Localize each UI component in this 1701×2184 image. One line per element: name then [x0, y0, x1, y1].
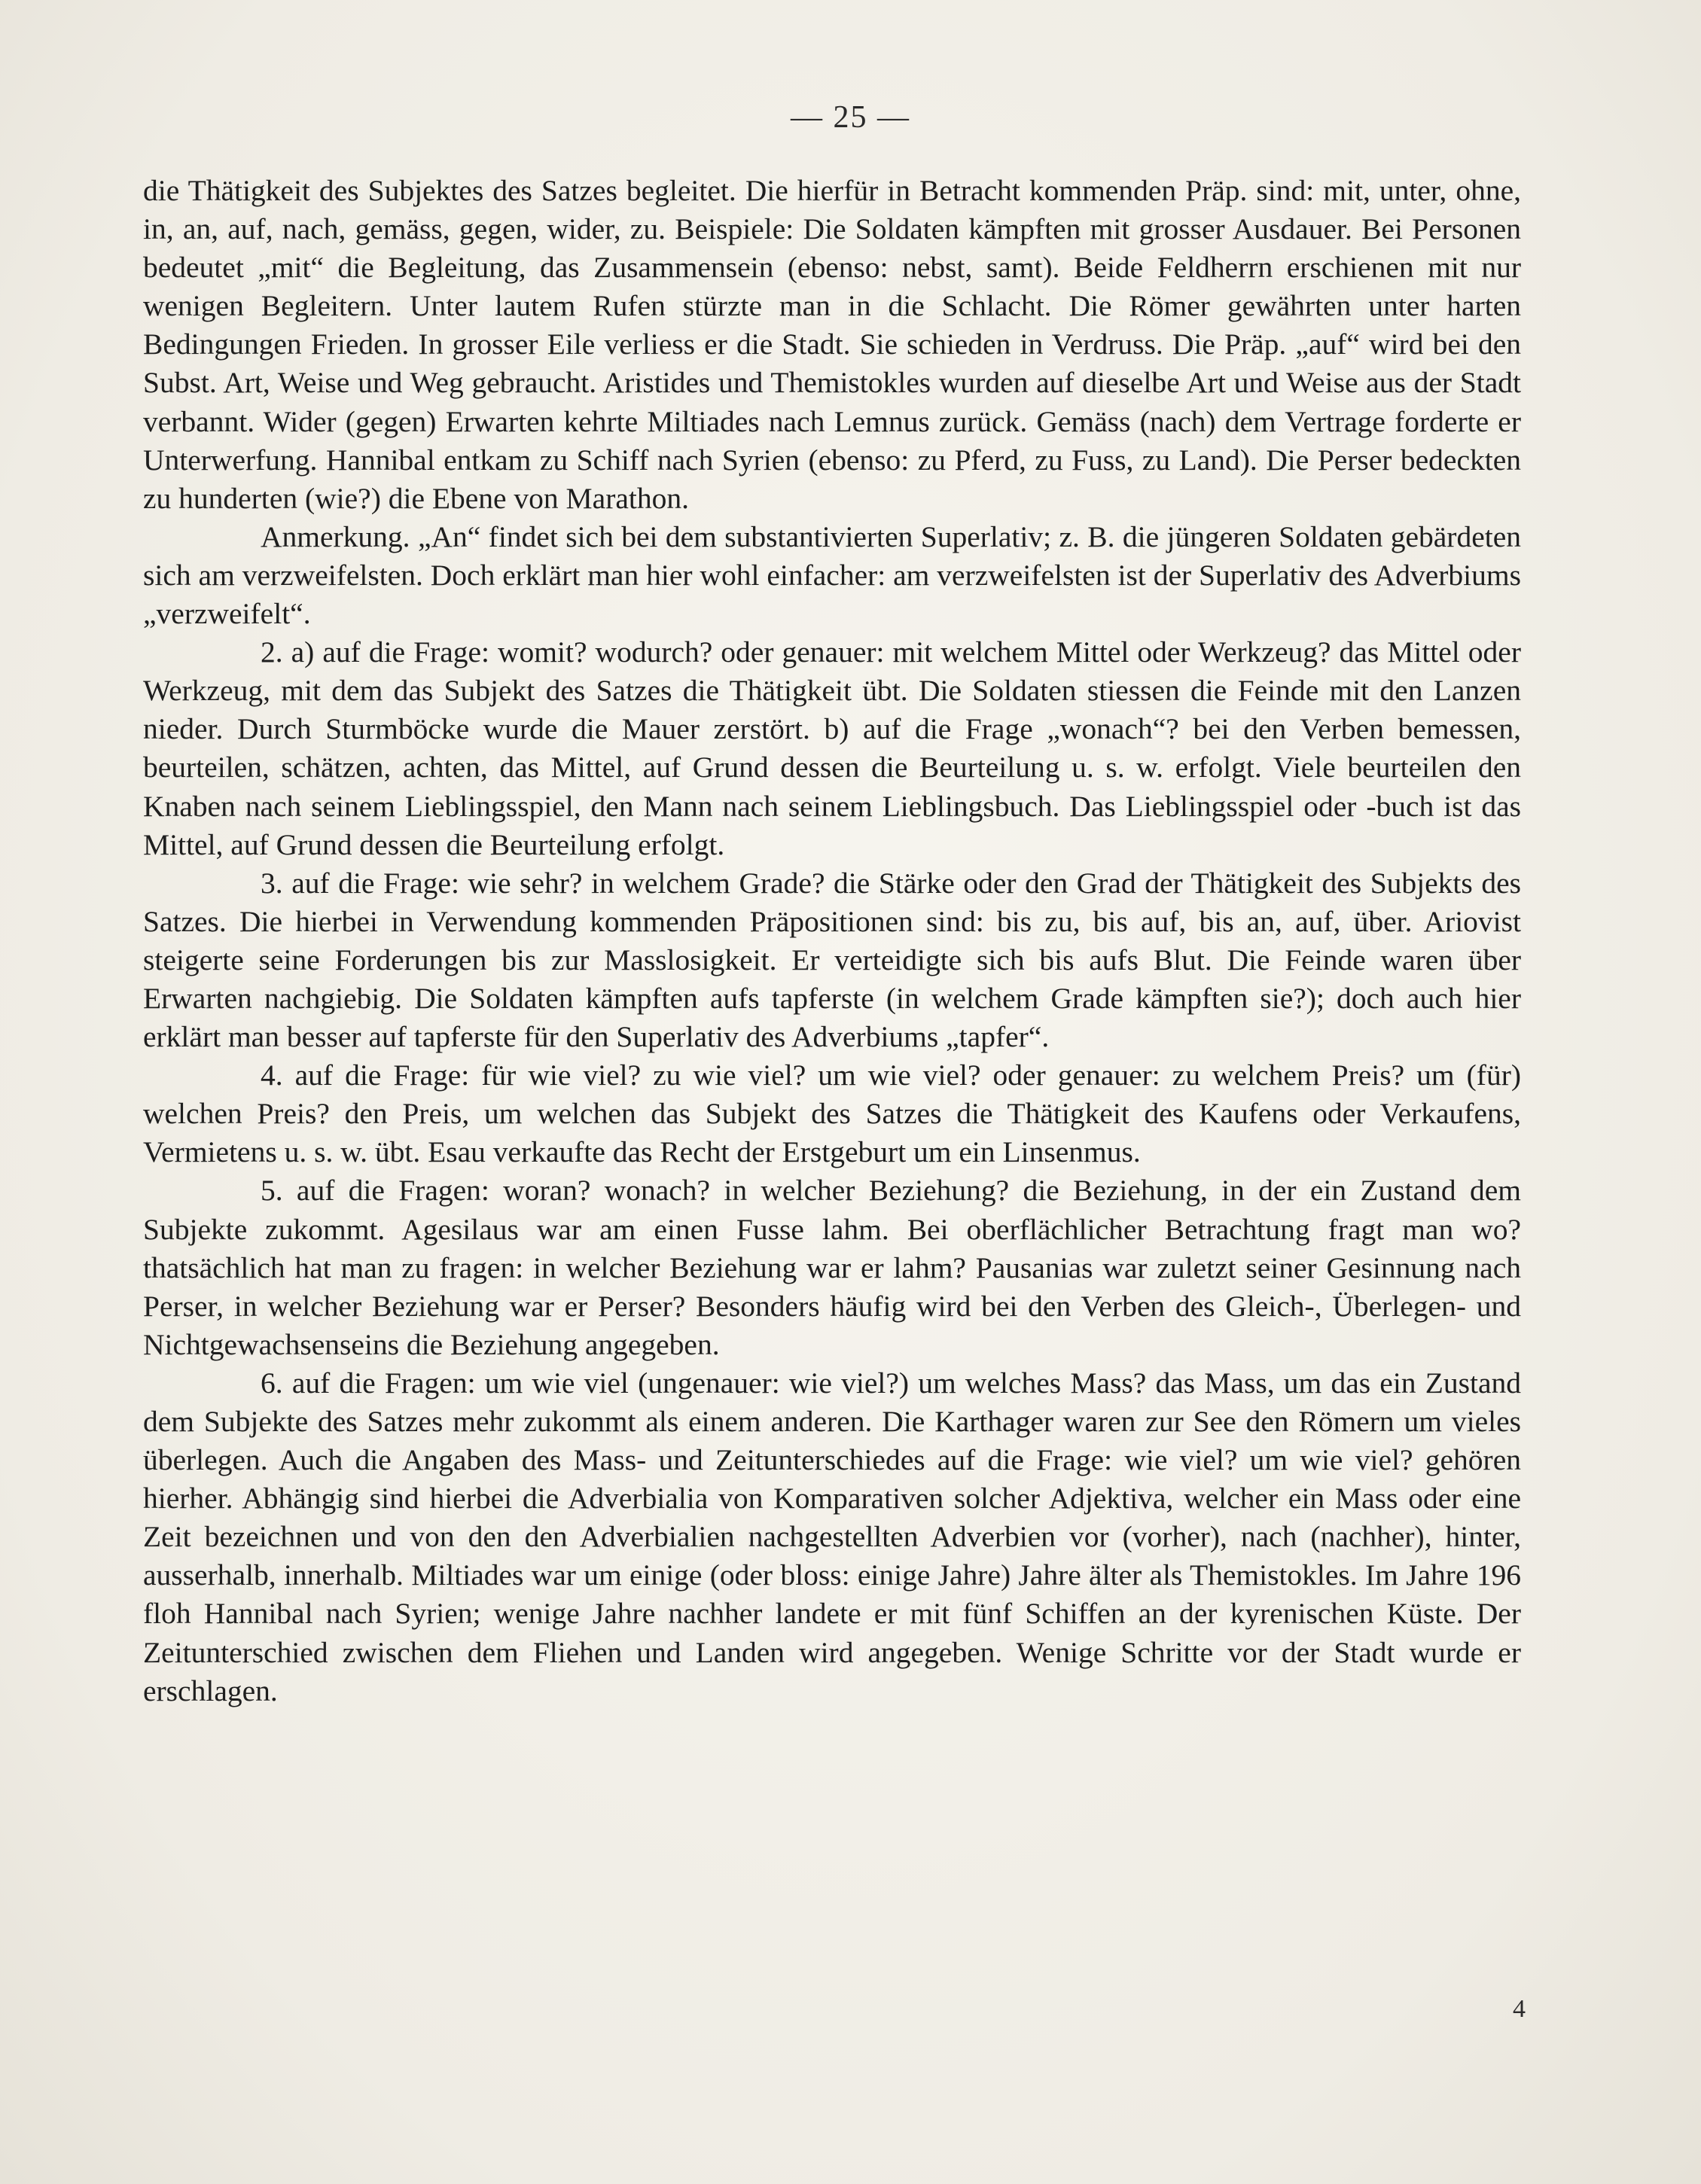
page-number: — 25 —	[791, 100, 910, 135]
paragraph-continuation: die Thätigkeit des Subjektes des Satzes begleitet. Die hierfür in Betracht kommenden Präp. sind: mit, unter, ohne, in, an, auf, nach, gemäss, gegen, wider, zu. Beispiele: Die Soldaten kämpften mit grosser Ausdauer. Bei Personen bedeutet „mit“ die Begleitung, das Zusammensein (ebenso: nebst, samt). Beide Feldherrn erschienen mit nur wenigen Begleitern. Unter lautem Rufen stürzte man in die Schlacht. Die Römer gewährten unter harten Bedingungen Frieden. In grosser Eile verliess er die Stadt. Sie schieden in Verdruss. Die Präp. „auf“ wird bei den Subst. Art, Weise und Weg gebraucht. Aristides und Themistokles wurden auf dieselbe Art und Weise aus der Stadt verbannt. Wider (gegen) Erwarten kehrte Miltiades nach Lemnus zurück. Gemäss (nach) dem Vertrage forderte er Unterwerfung. Hannibal entkam zu Schiff nach Syrien (ebenso: zu Pferd, zu Fuss, zu Land). Die Perser bedeckten zu hunderten (wie?) die Ebene von Marathon.	[143, 174, 1521, 515]
signature-mark: 4	[1513, 1995, 1526, 2023]
paragraph-anmerkung: Anmerkung. „An“ findet sich bei dem substantivierten Superlativ; z. B. die jüngeren Soldaten gebärdeten sich am verzweifelsten. Doch erklärt man hier wohl einfacher: am verzweifelsten ist der Superlativ des Adverbiums „verzweifelt“.	[143, 519, 1521, 631]
paragraph-2: 2. a) auf die Frage: womit? wodurch? oder genauer: mit welchem Mittel oder Werkzeug? das Mittel oder Werkzeug, mit dem das Subjekt des Satzes die Thätigkeit übt. Die Soldaten stiessen die Feinde mit den Lanzen nieder. Durch Sturmböcke wurde die Mauer zerstört. b) auf die Frage „wonach“? bei den Verben bemessen, beurteilen, schätzen, achten, das Mittel, auf Grund dessen die Beurteilung u. s. w. erfolgt. Viele beurteilen den Knaben nach seinem Lieblingsspiel, den Mann nach seinem Lieblingsbuch. Das Lieblingsspiel oder -buch ist das Mittel, auf Grund dessen die Beurteilung erfolgt.	[143, 635, 1521, 861]
paragraph-3: 3. auf die Frage: wie sehr? in welchem Grade? die Stärke oder den Grad der Thätigkeit des Subjekts des Satzes. Die hierbei in Verwendung kommenden Präpositionen sind: bis zu, bis auf, bis an, auf, über. Ariovist steigerte seine Forderungen bis zur Masslosigkeit. Er verteidigte sich bis aufs Blut. Die Feinde waren über Erwarten nachgiebig. Die Soldaten kämpften aufs tapferste (in welchem Grade kämpften sie?); doch auch hier erklärt man besser auf tapferste für den Superlativ des Adverbiums „tapfer“.	[143, 866, 1521, 1054]
body-text	[143, 172, 1521, 1710]
paragraph-6: 6. auf die Fragen: um wie viel (ungenauer: wie viel?) um welches Mass? das Mass, um das ein Zustand dem Subjekte des Satzes mehr zukommt als einem anderen. Die Karthager waren zur See den Römern um vieles überlegen. Auch die Angaben des Mass- und Zeitunterschiedes auf die Frage: wie viel? um wie viel? gehören hierher. Abhängig sind hierbei die Adverbialia von Komparativen solcher Adjektiva, welcher ein Mass oder eine Zeit bezeichnen und von den den Adverbialien nachgestellten Adverbien vor (vorher), nach (nachher), hinter, ausserhalb, innerhalb. Miltiades war um einige (oder bloss: einige Jahre) Jahre älter als Themistokles. Im Jahre 196 floh Hannibal nach Syrien; wenige Jahre nachher landete er mit fünf Schiffen an der kyrenischen Küste. Der Zeitunterschied zwischen dem Fliehen und Landen wird angegeben. Wenige Schritte vor der Stadt wurde er erschlagen.	[143, 1366, 1521, 1707]
paragraph-4: 4. auf die Frage: für wie viel? zu wie viel? um wie viel? oder genauer: zu welchem Preis? um (für) welchen Preis? den Preis, um welchen das Subjekt des Satzes die Thätigkeit des Kaufens oder Verkaufens, Vermietens u. s. w. übt. Esau verkaufte das Recht der Erstgeburt um ein Linsenmus.	[143, 1058, 1521, 1169]
paragraph-5: 5. auf die Fragen: woran? wonach? in welcher Beziehung? die Beziehung, in der ein Zustand dem Subjekte zukommt. Agesilaus war am einen Fusse lahm. Bei oberflächlicher Betrachtung fragt man wo? thatsächlich hat man zu fragen: in welcher Beziehung war er lahm? Pausanias war zuletzt seiner Gesinnung nach Perser, in welcher Beziehung war er Perser? Besonders häufig wird bei den Verben des Gleich-, Überlegen- und Nichtgewachsenseins die Beziehung angegeben.	[143, 1174, 1521, 1361]
